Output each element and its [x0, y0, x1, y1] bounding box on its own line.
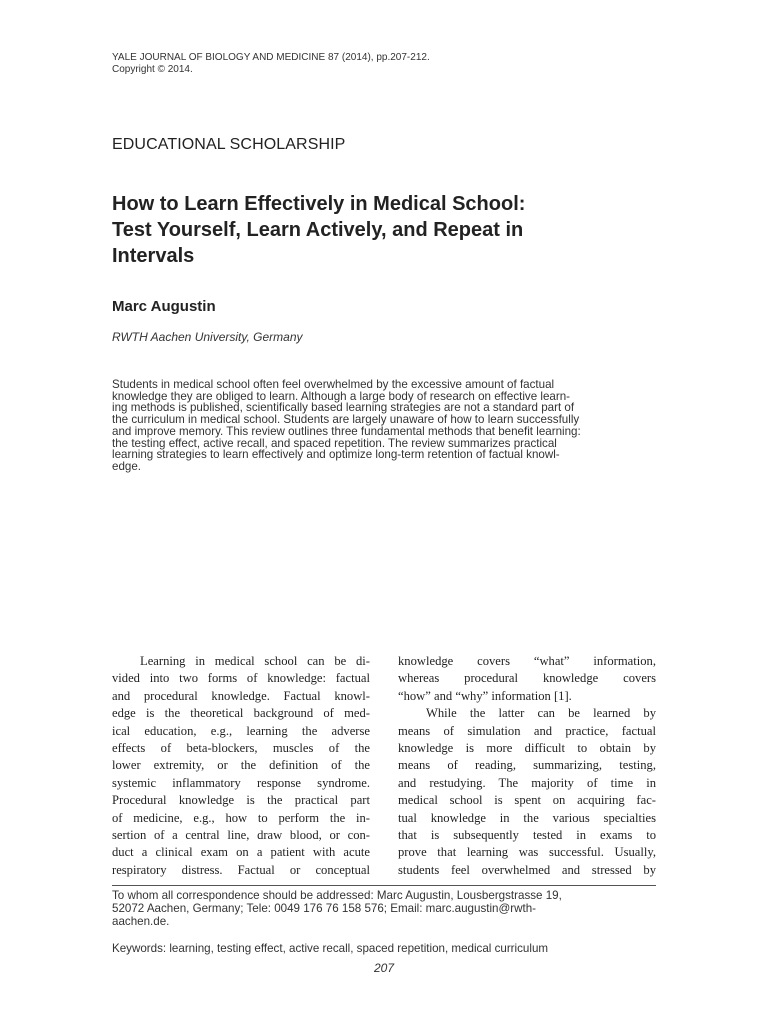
- article-title: [112, 191, 652, 269]
- abstract-line: learning strategies to learn effectively and optimize long-term retention of factual knowl-: [112, 448, 560, 462]
- body-line: means of reading, summarizing, testing,: [398, 758, 656, 773]
- body-line: medical school is spent on acquiring fac-: [398, 793, 656, 808]
- body-line: vided into two forms of knowledge: factual: [112, 671, 370, 686]
- body-line: ical education, e.g., learning the adverse: [112, 723, 370, 738]
- body-line: effects of beta-blockers, muscles of the: [112, 740, 370, 755]
- body-line: and restudying. The majority of time in: [398, 775, 656, 790]
- title-line: Test Yourself, Learn Actively, and Repeat in: [112, 219, 524, 241]
- correspondence-footnote: [112, 890, 658, 928]
- title-line: Intervals: [112, 245, 195, 267]
- body-line: means of simulation and practice, factual: [398, 723, 656, 738]
- body-line: knowledge covers “what” information,: [398, 654, 656, 668]
- body-line: lower extremity, or the definition of the: [112, 758, 370, 773]
- body-line: systemic inflammatory response syndrome.: [112, 775, 370, 790]
- body-column-left: [112, 653, 370, 879]
- body-line: respiratory distress. Factual or conceptual: [112, 862, 370, 877]
- copyright-line: Copyright © 2014.: [112, 64, 193, 75]
- abstract-line: the testing effect, active recall, and spaced repetition. The review summarizes practical: [112, 436, 557, 450]
- body-line: edge is the theoretical background of med-: [112, 706, 370, 721]
- body-line: tual knowledge in the various specialties: [398, 810, 656, 825]
- body-line: duct a clinical exam on a patient with acute: [112, 845, 370, 860]
- body-line: While the latter can be learned by: [426, 706, 656, 721]
- footnote-line: aachen.de.: [112, 914, 170, 928]
- title-line: How to Learn Effectively in Medical School:: [112, 193, 526, 215]
- body-column-right: [398, 653, 656, 879]
- author-affiliation: RWTH Aachen University, Germany: [112, 330, 303, 344]
- body-line: prove that learning was successful. Usually,: [398, 845, 656, 860]
- abstract-line: and improve memory. This review outlines three fundamental methods that benefit learning:: [112, 424, 581, 438]
- footnote-line: 52072 Aachen, Germany; Tele: 0049 176 76 158 576; Email: marc.augustin@rwth-: [112, 901, 537, 915]
- abstract: [112, 379, 658, 473]
- body-line: whereas procedural knowledge covers: [398, 671, 656, 686]
- footnote-line: To whom all correspondence should be addressed: Marc Augustin, Lousbergstrasse 19,: [112, 889, 562, 902]
- abstract-line: the curriculum in medical school. Students are largely unaware of how to learn successfully: [112, 413, 580, 427]
- body-line: knowledge is more difficult to obtain by: [398, 740, 656, 755]
- body-line: of medicine, e.g., how to perform the in-: [112, 810, 370, 825]
- body-line: and procedural knowledge. Factual knowl-: [112, 688, 370, 703]
- section-label: EDUCATIONAL SCHOLARSHIP: [112, 136, 346, 153]
- body-line: “how” and “why” information [1].: [398, 688, 572, 703]
- page-number: 207: [373, 961, 395, 975]
- keywords-line: Keywords: learning, testing effect, active recall, spaced repetition, medical curriculum: [112, 942, 549, 955]
- journal-header: [112, 52, 672, 76]
- abstract-line: Students in medical school often feel overwhelmed by the excessive amount of factual: [112, 378, 555, 391]
- abstract-line: ing methods is published, scientifically based learning strategies are not a standard part of: [112, 401, 575, 415]
- body-line: sertion of a central line, draw blood, or con-: [112, 827, 370, 842]
- footnote-divider: [112, 885, 656, 886]
- journal-citation: YALE JOURNAL OF BIOLOGY AND MEDICINE 87 (2014), pp.207-212.: [112, 52, 430, 63]
- abstract-line: edge.: [112, 459, 142, 473]
- body-line: that is subsequently tested in exams to: [398, 827, 656, 842]
- body-line: Procedural knowledge is the practical part: [112, 793, 370, 808]
- author-name: Marc Augustin: [112, 298, 216, 315]
- body-line: Learning in medical school can be di-: [140, 654, 370, 668]
- body-line: students feel overwhelmed and stressed by: [398, 862, 656, 877]
- abstract-line: knowledge they are obliged to learn. Although a large body of research on effective learn-: [112, 389, 571, 403]
